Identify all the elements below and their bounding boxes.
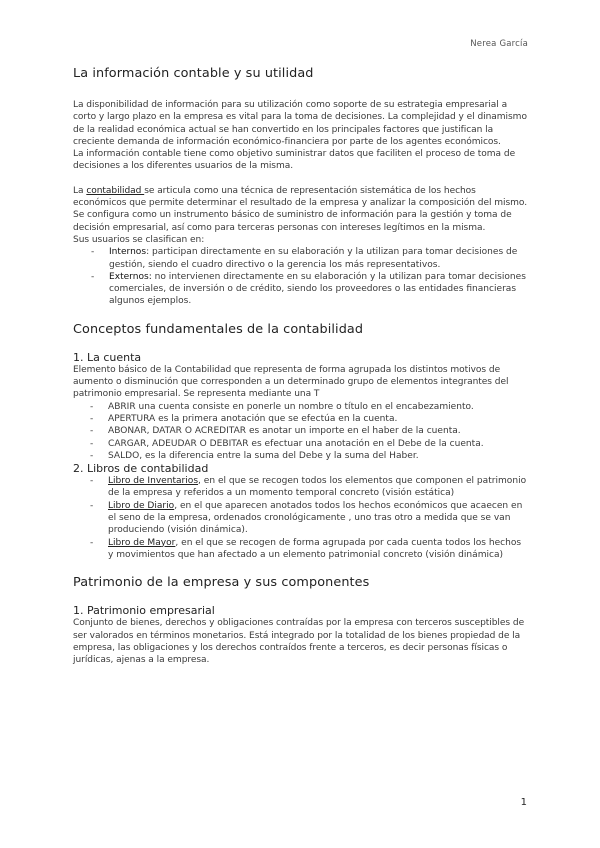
users-list	[73, 246, 528, 307]
list-item: - APERTURA es la primera anotación que se efectúa en la cuenta.	[73, 413, 528, 425]
paragraph-patrimonio: Conjunto de bienes, derechos y obligaciones contraídas por la empresa con terceros susceptibles de ser valorados en términos monetarios. Está integrado por la totalidad de los bienes propiedad de la empresa, las obligaciones y los derechos contraídos frente a terceros, es decir personas físicas o jurídicas, ajenas a la empresa.	[73, 618, 525, 666]
list-item: - ABONAR, DATAR O ACREDITAR es anotar un importe en el haber de la cuenta.	[73, 425, 528, 437]
section-title-conceptos: Conceptos fundamentales de la contabilidad	[73, 321, 364, 337]
list-item: - ABRIR una cuenta consiste en ponerle un nombre o título en el encabezamiento.	[73, 401, 528, 413]
list-item: - CARGAR, ADEUDAR O DEBITAR es efectuar una anotación en el Debe de la cuenta.	[73, 438, 528, 450]
list-item: - SALDO, es la diferencia entre la suma del Debe y la suma del Haber.	[73, 450, 528, 462]
paragraph-cuenta: Elemento básico de la Contabilidad que representa de forma agrupada los distintos motivos de aumento o disminución que corresponden a un determinado grupo de elementos integrantes del patrimonio empresarial. Se representa mediante una T	[73, 364, 509, 400]
section-title-patrimonio: Patrimonio de la empresa y sus componentes	[73, 575, 370, 591]
list-item-libro-diario: - Libro de Diario, en el que aparecen anotados todos los hechos económicos que acaecen en el seno de la empresa, ordenados cronológicamente , uno tras otro a medida que se van produciendo (visión dinámica).	[73, 500, 528, 537]
paragraph-disponibilidad: La disponibilidad de información para su utilización como soporte de su estrategia empresarial a corto y largo plazo en la empresa es vital para la toma de decisiones. La complejidad y el dinamismo de la realidad económica actual se han convertido en los principales factores que justifican la creciente demanda de información económico-financiera por parte de los agentes económicos.	[73, 100, 527, 147]
header-author: Nerea García	[470, 39, 528, 49]
cuenta-list	[73, 401, 528, 462]
libros-list	[73, 475, 528, 561]
list-item-internos: - Internos: participan directamente en su elaboración y la utilizan para tomar decisiones de gestión, siendo el cuadro directivo o la gerencia los más representativos.	[73, 246, 528, 271]
paragraph-contabilidad: La contabilidad se articula como una técnica de representación sistemática de los hechos económicos que permite determinar el resultado de la empresa y analizar la composición del mismo. Se configura como un instrumento básico de suministro de información para la gestión y toma de decisión empresarial, así como para terceras personas con intereses legítimos en la misma.	[73, 185, 528, 233]
subsection-title-libros: 2. Libros de contabilidad	[73, 462, 209, 476]
list-item-externos: - Externos: no intervienen directamente en su elaboración y la utilizan para tomar decisiones comerciales, de inversión o de crédito, siendo los proveedores o las entidades financieras algunos ejemplos.	[73, 271, 528, 308]
paragraph-usuarios: Sus usuarios se clasifican en:	[73, 234, 205, 245]
page-number: 1	[520, 797, 527, 808]
document-content	[73, 66, 528, 666]
paragraph-objetivo: La información contable tiene como objetivo suministrar datos que faciliten el proceso de toma de decisiones a los diferentes usuarios de la misma.	[73, 149, 516, 172]
list-item-libro-inventarios: - Libro de Inventarios, en el que se recogen todos los elementos que componen el patrimonio de la empresa y referidos a un momento temporal concreto (visión estática)	[73, 475, 528, 500]
list-item-libro-mayor: - Libro de Mayor, en el que se recogen de forma agrupada por cada cuenta todos los hechos y movimientos que han afectado a un elemento patrimonial concreto (visión dinámica)	[73, 537, 528, 562]
term-contabilidad: contabilidad	[86, 185, 145, 196]
section-title-informacion-contable: La información contable y su utilidad	[73, 66, 314, 81]
subsection-title-cuenta: 1. La cuenta	[73, 350, 142, 364]
subsection-title-patrimonio-empresarial: 1. Patrimonio empresarial	[73, 604, 215, 618]
